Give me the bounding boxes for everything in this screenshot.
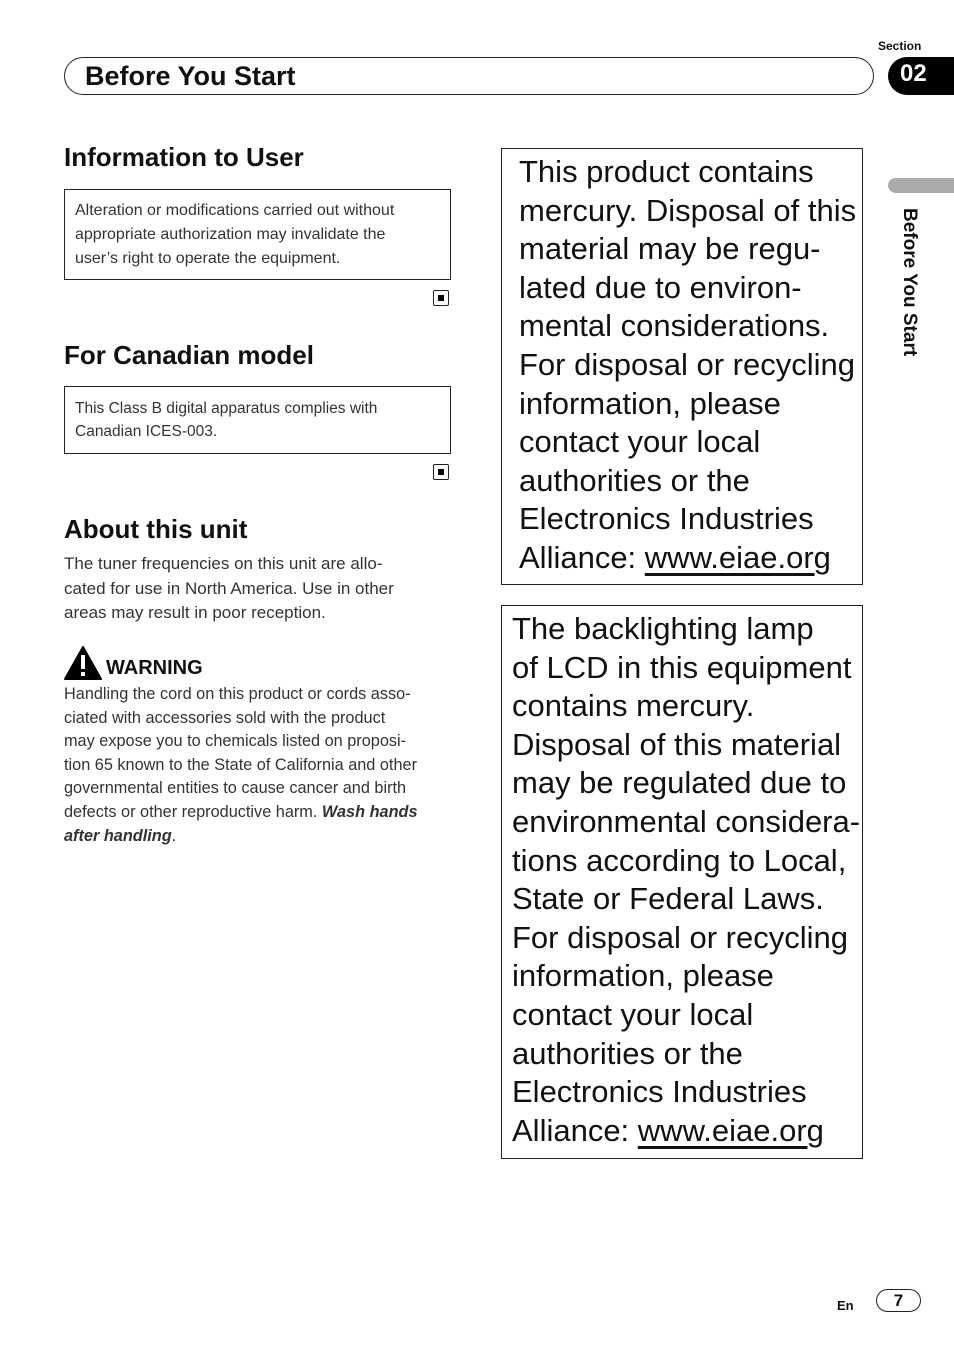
warning-title [64,646,203,680]
text-line: authorities or the [519,462,750,498]
text-line: environmental considera- [512,803,861,839]
mercury-notice-1 [501,148,863,585]
end-mark-icon [433,290,449,306]
text-line: lated due to environ- [519,269,802,305]
side-tab-marker [888,178,954,193]
text-line: The backlighting lamp [512,611,814,646]
canadian-box [64,386,451,454]
warning-icon [64,646,102,680]
text-line: contains mercury. [512,688,755,724]
text-line: Disposal of this material [512,726,842,762]
text-span: Alliance: [512,1112,638,1148]
warning-text [64,683,418,848]
text-line: of LCD in this equipment [512,649,852,685]
after-handling-text: after handling [64,826,172,845]
text-line: tions according to Local, [512,842,847,878]
mercury-notice-2 [501,605,863,1159]
about-text [64,552,394,626]
eiae-link[interactable]: www.eiae.org [644,539,831,575]
text-line: may expose you to chemicals listed on proposi- [64,732,407,751]
canadian-heading: For Canadian model [64,340,314,370]
text-line: contact your local [519,424,761,460]
text-line: Electronics Industries [519,501,814,537]
text-line: This Class B digital apparatus complies with [75,400,378,417]
eiae-link[interactable]: www.eiae.org [637,1112,824,1148]
text-line [64,801,418,825]
text-line [512,1112,862,1151]
language-label: En [837,1298,854,1313]
text-line: tion 65 known to the State of California and other [64,755,417,774]
text-line: may be regulated due to [512,765,847,801]
page-number: 7 [876,1289,921,1312]
section-label: Section [878,39,922,53]
text-line: mercury. Disposal of this [519,192,857,228]
info-user-heading: Information to User [64,142,304,172]
text-line: appropriate authorization may invalidate the [75,226,386,243]
text-line: Handling the cord on this product or cords asso- [64,685,411,703]
text-line: cated for use in North America. Use in other [64,578,394,598]
text-line: Alteration or modifications carried out without [75,202,395,219]
text-line: mental considerations. [519,308,830,344]
text-line: user’s right to operate the equipment. [75,250,341,267]
text-line [64,825,418,849]
wash-hands-text: Wash hands [321,802,418,821]
text-line [519,539,862,578]
text-line: information, please [512,958,774,994]
text-line: For disposal or recycling [519,346,855,382]
text-span: . [171,826,177,845]
section-number: 02 [888,57,954,95]
text-line: Canadian ICES-003. [75,423,218,440]
text-span: defects or other reproductive harm. [64,802,322,821]
text-line: contact your local [512,996,754,1032]
end-mark-icon [433,464,449,480]
text-line: ciated with accessories sold with the product [64,708,386,727]
text-line: material may be regu- [519,231,821,267]
side-tab-label: Before You Start [899,208,920,357]
about-heading: About this unit [64,514,248,544]
text-line: areas may result in poor reception. [64,603,326,622]
text-line: The tuner frequencies on this unit are allo- [64,554,383,573]
warning-label: WARNING [106,657,203,679]
text-line: Electronics Industries [512,1074,807,1110]
text-line: information, please [519,385,781,421]
text-line: authorities or the [512,1035,743,1071]
text-line: This product contains [519,154,814,189]
section-header [64,57,874,95]
text-line: For disposal or recycling [512,919,848,955]
text-span: Alliance: [519,539,645,575]
info-user-box [64,189,451,280]
text-line: State or Federal Laws. [512,881,824,917]
text-line: governmental entities to cause cancer and birth [64,779,407,798]
section-title: Before You Start [85,61,296,91]
